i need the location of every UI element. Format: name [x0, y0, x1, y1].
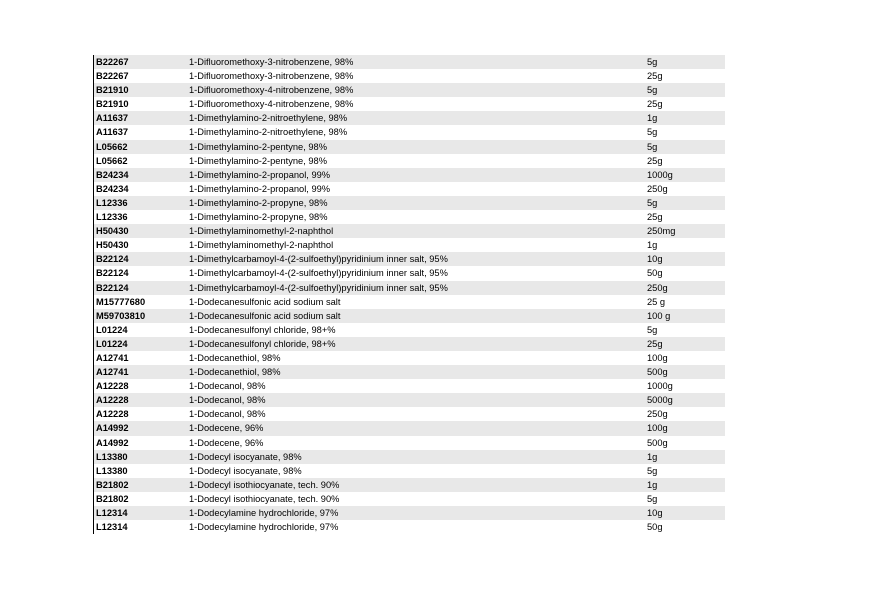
product-code: A12228	[96, 409, 129, 420]
product-code: L13380	[96, 465, 128, 476]
table-row	[94, 224, 725, 238]
product-code: B22124	[96, 254, 129, 265]
package-size: 1g	[647, 113, 658, 124]
package-size: 25g	[647, 212, 663, 223]
table-row	[94, 295, 725, 309]
product-code: L01224	[96, 324, 128, 335]
product-description: 1-Dimethylamino-2-propanol, 99%	[189, 183, 331, 194]
product-description: 1-Dimethylaminomethyl-2-naphthol	[189, 240, 334, 251]
table-row	[94, 238, 725, 252]
product-code: L01224	[96, 338, 128, 349]
package-size: 25g	[647, 71, 663, 82]
product-code: L12336	[96, 212, 128, 223]
product-code: B24234	[96, 183, 129, 194]
product-code: H50430	[96, 240, 129, 251]
product-code: B21802	[96, 493, 129, 504]
package-size: 1000g	[647, 381, 673, 392]
product-code: B22267	[96, 57, 129, 67]
package-size: 25g	[647, 155, 663, 166]
table-row	[94, 140, 725, 154]
product-description: 1-Dodecanesulfonyl chloride, 98+%	[189, 338, 336, 349]
table-row	[94, 182, 725, 196]
table-row	[94, 266, 725, 280]
table-row	[94, 393, 725, 407]
product-code: B21910	[96, 85, 129, 96]
product-description: 1-Dodecanol, 98%	[189, 381, 266, 392]
product-description: 1-Dodecanethiol, 98%	[189, 367, 281, 378]
product-description: 1-Dodecanesulfonic acid sodium salt	[189, 310, 341, 321]
table-row	[94, 520, 725, 534]
product-description: 1-Dodecanol, 98%	[189, 409, 266, 420]
table-row	[94, 478, 725, 492]
product-code: M59703810	[96, 310, 146, 321]
table-row	[94, 55, 725, 69]
table-row	[94, 365, 725, 379]
table-row	[94, 506, 725, 520]
package-size: 50g	[647, 522, 663, 533]
table-row	[94, 125, 725, 139]
package-size: 1g	[647, 240, 658, 251]
product-code: B22124	[96, 268, 129, 279]
package-size: 5g	[647, 493, 658, 504]
product-description: 1-Dimethylamino-2-pentyne, 98%	[189, 155, 327, 166]
table-row	[94, 154, 725, 168]
package-size: 250g	[647, 282, 668, 293]
table-row	[94, 252, 725, 266]
package-size: 100g	[647, 423, 668, 434]
product-description: 1-Dimethylcarbamoyl-4-(2-sulfoethyl)pyridinium inner salt, 95%	[189, 282, 448, 293]
product-code: B22124	[96, 282, 129, 293]
package-size: 5g	[647, 127, 658, 138]
package-size: 5g	[647, 57, 658, 67]
package-size: 500g	[647, 367, 668, 378]
table-row	[94, 379, 725, 393]
product-description: 1-Dimethylamino-2-propyne, 98%	[189, 197, 328, 208]
table-row	[94, 450, 725, 464]
product-description: 1-Dimethylamino-2-nitroethylene, 98%	[189, 127, 348, 138]
table-row	[94, 69, 725, 83]
product-code: A11637	[96, 127, 129, 138]
product-code: H50430	[96, 226, 129, 237]
product-description: 1-Difluoromethoxy-4-nitrobenzene, 98%	[189, 99, 354, 110]
table-row	[94, 464, 725, 478]
product-code: A14992	[96, 437, 129, 448]
product-description: 1-Dodecyl isothiocyanate, tech. 90%	[189, 479, 340, 490]
product-description: 1-Dimethylcarbamoyl-4-(2-sulfoethyl)pyridinium inner salt, 95%	[189, 268, 448, 279]
package-size: 500g	[647, 437, 668, 448]
product-description: 1-Dodecene, 96%	[189, 437, 264, 448]
product-description: 1-Dodecene, 96%	[189, 423, 264, 434]
package-size: 100 g	[647, 310, 671, 321]
product-code: B21802	[96, 479, 129, 490]
product-code: M15777680	[96, 296, 146, 307]
table-row	[94, 97, 725, 111]
product-code: L12314	[96, 522, 128, 533]
table-row	[94, 83, 725, 97]
product-code: A12228	[96, 395, 129, 406]
package-size: 250g	[647, 183, 668, 194]
table-row	[94, 436, 725, 450]
table-row	[94, 337, 725, 351]
product-description: 1-Dimethylamino-2-nitroethylene, 98%	[189, 113, 348, 124]
package-size: 5000g	[647, 395, 673, 406]
package-size: 5g	[647, 85, 658, 96]
package-size: 5g	[647, 141, 658, 152]
product-description: 1-Dimethylamino-2-propanol, 99%	[189, 169, 331, 180]
package-size: 25g	[647, 99, 663, 110]
table-row	[94, 351, 725, 365]
package-size: 1000g	[647, 169, 673, 180]
package-size: 250mg	[647, 226, 676, 237]
product-description: 1-Difluoromethoxy-3-nitrobenzene, 98%	[189, 71, 354, 82]
product-code: A14992	[96, 423, 129, 434]
product-table	[93, 55, 725, 534]
product-description: 1-Dodecanesulfonic acid sodium salt	[189, 296, 341, 307]
package-size: 5g	[647, 197, 658, 208]
product-code: A12741	[96, 367, 129, 378]
product-description: 1-Difluoromethoxy-3-nitrobenzene, 98%	[189, 57, 354, 67]
table-row	[94, 281, 725, 295]
product-description: 1-Dodecyl isocyanate, 98%	[189, 465, 302, 476]
table-row	[94, 111, 725, 125]
product-description: 1-Dodecanol, 98%	[189, 395, 266, 406]
product-code: B21910	[96, 99, 129, 110]
package-size: 25g	[647, 338, 663, 349]
product-description: 1-Dodecyl isocyanate, 98%	[189, 451, 302, 462]
table-row	[94, 407, 725, 421]
product-code: L12336	[96, 197, 128, 208]
package-size: 1g	[647, 479, 658, 490]
product-code: A12741	[96, 352, 129, 363]
product-description: 1-Dodecanesulfonyl chloride, 98+%	[189, 324, 336, 335]
package-size: 5g	[647, 324, 658, 335]
package-size: 250g	[647, 409, 668, 420]
package-size: 1g	[647, 451, 658, 462]
product-code: L12314	[96, 508, 128, 518]
table-row	[94, 323, 725, 337]
product-code: B24234	[96, 169, 129, 180]
product-code: A11637	[96, 113, 129, 124]
product-code: A12228	[96, 381, 129, 392]
product-code: L05662	[96, 141, 128, 152]
product-code: B22267	[96, 71, 129, 82]
product-description: 1-Dimethylamino-2-pentyne, 98%	[189, 141, 327, 152]
package-size: 10g	[647, 508, 663, 518]
package-size: 10g	[647, 254, 663, 265]
package-size: 100g	[647, 352, 668, 363]
product-description: 1-Dodecylamine hydrochloride, 97%	[189, 508, 339, 518]
package-size: 5g	[647, 465, 658, 476]
table-row	[94, 421, 725, 435]
table-row	[94, 309, 725, 323]
product-description: 1-Dimethylamino-2-propyne, 98%	[189, 212, 328, 223]
product-description: 1-Dodecylamine hydrochloride, 97%	[189, 522, 339, 533]
package-size: 25 g	[647, 296, 666, 307]
table-row	[94, 210, 725, 224]
table-row	[94, 168, 725, 182]
product-description: 1-Dimethylcarbamoyl-4-(2-sulfoethyl)pyridinium inner salt, 95%	[189, 254, 448, 265]
table-row	[94, 196, 725, 210]
product-description: 1-Dimethylaminomethyl-2-naphthol	[189, 226, 334, 237]
product-code: L05662	[96, 155, 128, 166]
table-row	[94, 492, 725, 506]
product-description: 1-Dodecanethiol, 98%	[189, 352, 281, 363]
product-code: L13380	[96, 451, 128, 462]
product-description: 1-Difluoromethoxy-4-nitrobenzene, 98%	[189, 85, 354, 96]
product-description: 1-Dodecyl isothiocyanate, tech. 90%	[189, 493, 340, 504]
package-size: 50g	[647, 268, 663, 279]
